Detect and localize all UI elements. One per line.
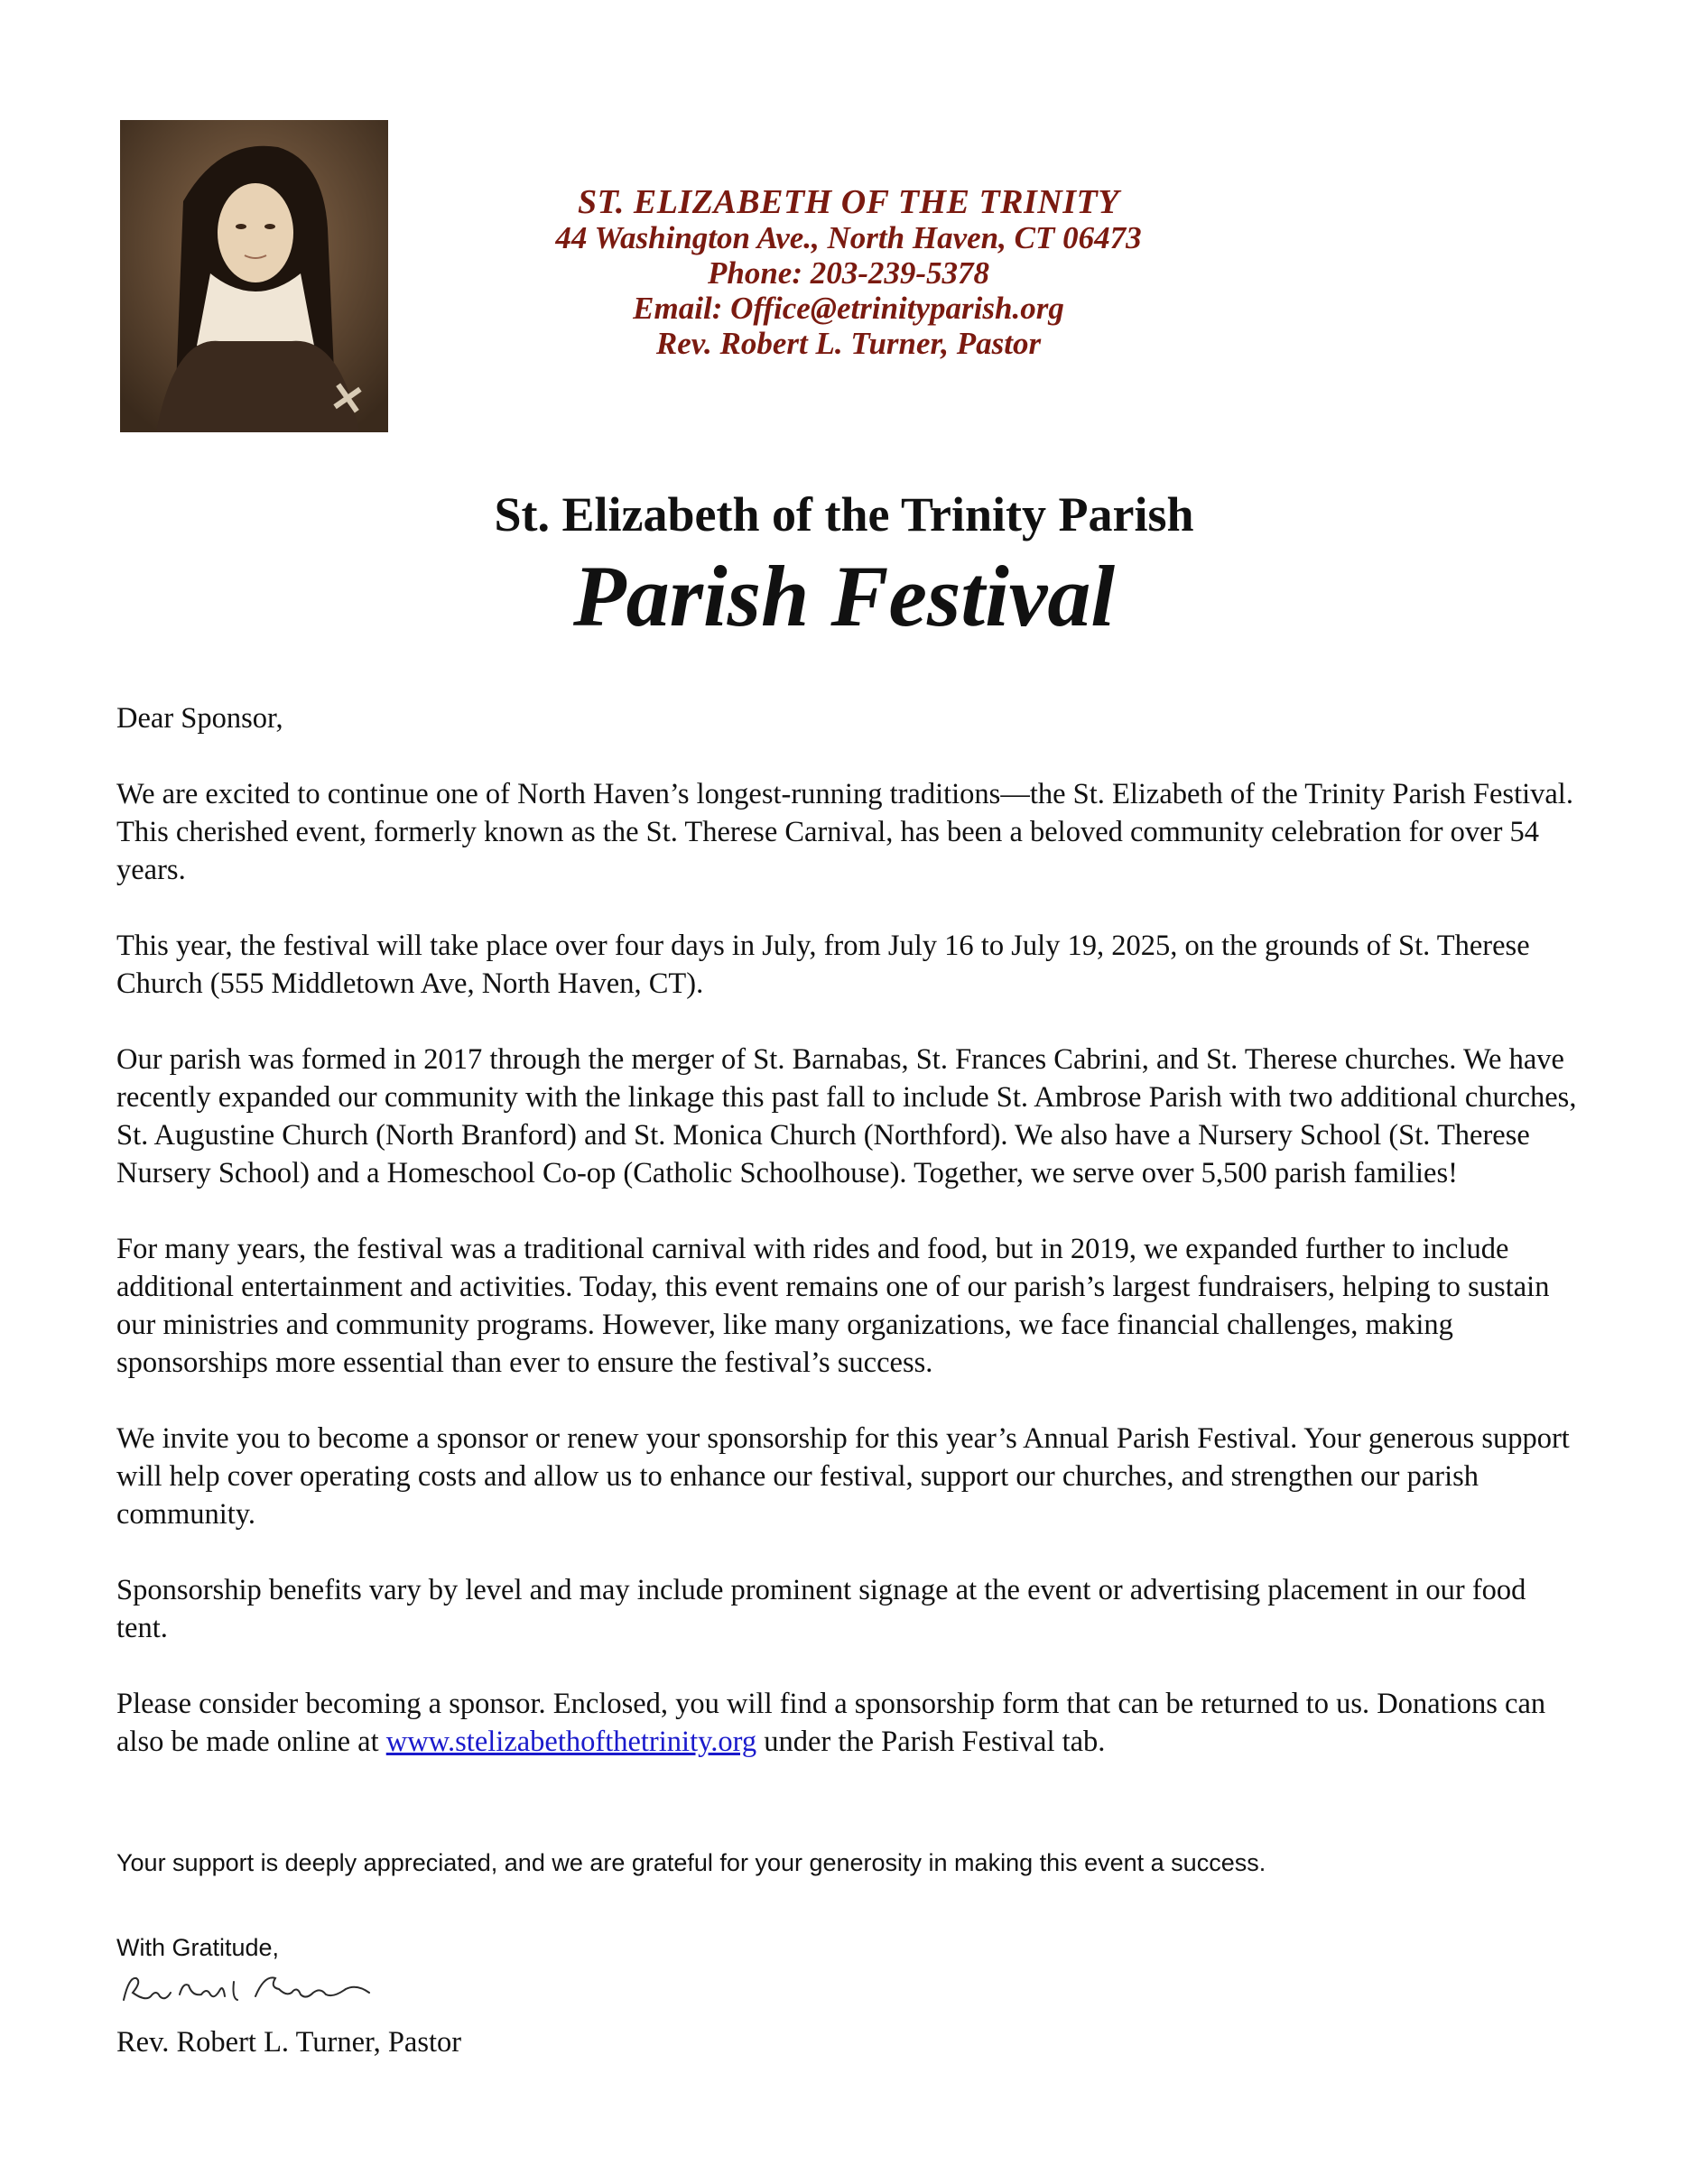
gratitude-line: With Gratitude,: [116, 1934, 280, 1961]
donation-text-after: under the Parish Festival tab.: [756, 1726, 1106, 1758]
letterhead: [424, 185, 1273, 361]
saint-portrait-image: [120, 120, 388, 432]
letter-title: Parish Festival: [572, 548, 1116, 644]
paragraph-donation: [116, 1685, 1579, 1761]
letter-subtitle: St. Elizabeth of the Trinity Parish: [494, 487, 1194, 541]
closing-line: Your support is deeply appreciated, and we are grateful for your generosity in making this event a success.: [116, 1849, 1266, 1876]
letterhead-parish-name: ST. ELIZABETH OF THE TRINITY: [578, 183, 1119, 221]
letter-heading: [0, 487, 1688, 646]
paragraph-intro: We are excited to continue one of North Haven’s longest-running traditions—the St. Elizabeth of the Trinity Parish Festival. This cherished event, formerly known as the St. Therese Carnival, has been a beloved community celebration for over 54 years.: [116, 778, 1573, 886]
donation-website-link[interactable]: www.stelizabethofthetrinity.org: [385, 1726, 757, 1758]
saint-portrait-photo: [120, 120, 388, 432]
paragraph-invitation: We invite you to become a sponsor or renew your sponsorship for this year’s Annual Parish Festival. Your generous support will help cover operating costs and allow us to enhance our festival, support our churches, and strengthen our parish community.: [116, 1422, 1570, 1531]
letterhead-email: Email: Office@etrinityparish.org: [633, 291, 1064, 326]
handwritten-signature: [120, 1969, 373, 2014]
letter-body: [116, 699, 1579, 1799]
signer-name: Rev. Robert L. Turner, Pastor: [116, 2026, 462, 2059]
paragraph-parish-history: Our parish was formed in 2017 through the merger of St. Barnabas, St. Frances Cabrini, and St. Therese churches. We have recently expanded our community with the linkage this past fall to include St. Ambrose Parish with two additional churches, St. Augustine Church (North Branford) and St. Monica Church (Northford). We also have a Nursery School (St. Therese Nursery School) and a Homeschool Co-op (Catholic Schoolhouse). Together, we serve over 5,500 parish families!: [116, 1043, 1577, 1189]
letterhead-phone: Phone: 203-239-5378: [707, 255, 990, 291]
paragraph-dates: This year, the festival will take place over four days in July, from July 16 to July 19, 2025, on the grounds of St. Therese Church (555 Middletown Ave, North Haven, CT).: [116, 930, 1530, 1000]
letterhead-address: 44 Washington Ave., North Haven, CT 06473: [555, 220, 1142, 255]
letterhead-pastor: Rev. Robert L. Turner, Pastor: [655, 326, 1042, 361]
salutation: Dear Sponsor,: [116, 702, 283, 735]
paragraph-benefits: Sponsorship benefits vary by level and may include prominent signage at the event or advertising placement in our food tent.: [116, 1574, 1526, 1644]
donation-text-before: Please consider becoming a sponsor. Enclosed, you will find a sponsorship form that can be returned to us. Donations can also be made online at: [116, 1688, 1546, 1758]
signature-image: [120, 1969, 373, 2014]
paragraph-festival-history: For many years, the festival was a traditional carnival with rides and food, but in 2019, we expanded further to include additional entertainment and activities. Today, this event remains one of our parish’s largest fundraisers, helping to sustain our ministries and community programs. However, like many organizations, we face financial challenges, making sponsorships more essential than ever to ensure the festival’s success.: [116, 1233, 1550, 1379]
